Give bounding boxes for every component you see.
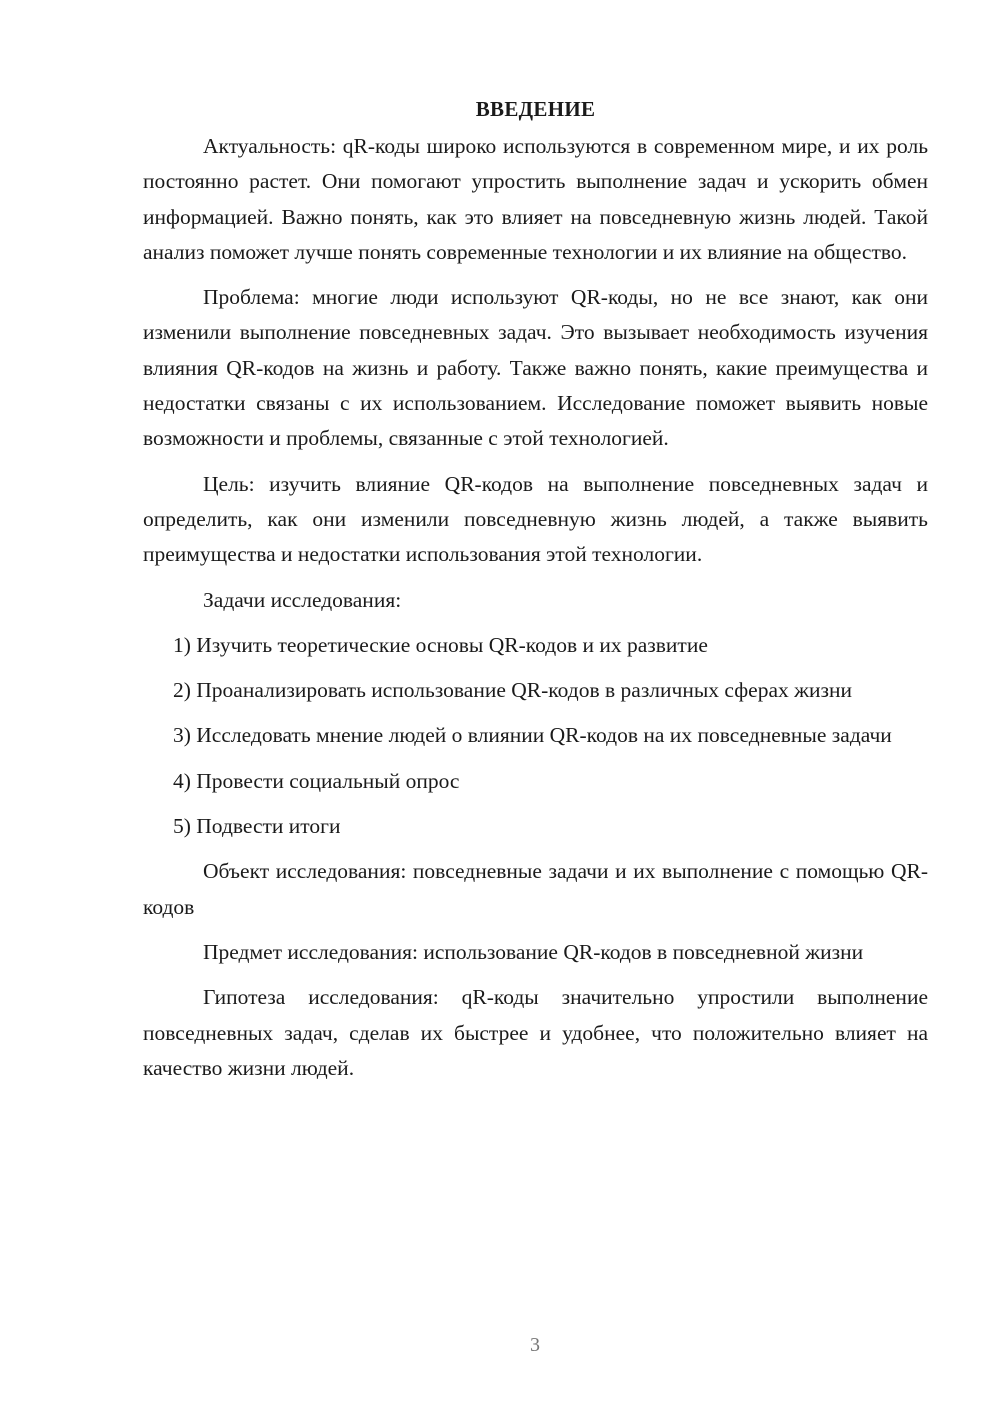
subject-paragraph: Предмет исследования: использование QR-кодов в повседневной жизни [203, 939, 864, 964]
tasks-heading: Задачи исследования: [203, 587, 402, 612]
object-paragraph: Объект исследования: повседневные задачи и их выполнение с помощью QR-кодов [143, 859, 928, 919]
task-item: 2) Проанализировать использование QR-кодов в различных сферах жизни [173, 678, 852, 703]
relevance-paragraph: Актуальность: qR-коды широко используются в современном мире, и их роль постоянно растет. Они помогают упростить выполнение задач и ускорить обмен информацией. Важно понять, как это влияет на повседневную жизнь людей. Такой анализ поможет лучше понять современные технологии и их влияние на общество. [143, 134, 928, 264]
task-item: 3) Исследовать мнение людей о влиянии QR-кодов на их повседневные задачи [173, 723, 892, 748]
document-page [143, 92, 928, 1096]
hypothesis-paragraph: Гипотеза исследования: qR-коды значительно упростили выполнение повседневных задач, сделав их быстрее и удобнее, что положительно влияет на качество жизни людей. [143, 985, 928, 1080]
task-item: 4) Провести социальный опрос [173, 768, 460, 793]
task-item: 5) Подвести итоги [173, 814, 341, 839]
page-number: 3 [530, 1334, 540, 1356]
goal-paragraph: Цель: изучить влияние QR-кодов на выполнение повседневных задач и определить, как они изменили повседневную жизнь людей, а также выявить преимущества и недостатки использования этой технологии. [143, 471, 928, 567]
problem-paragraph: Проблема: многие люди используют QR-коды, но не все знают, как они изменили выполнение повседневных задач. Это вызывает необходимость изучения влияния QR-кодов на жизнь и работу. Также важно понять, какие преимущества и недостатки связаны с их использованием. Исследование поможет выявить новые возможности и проблемы, связанные с этой технологией. [143, 285, 928, 451]
page-title: ВВЕДЕНИЕ [475, 97, 596, 121]
task-item: 1) Изучить теоретические основы QR-кодов и их развитие [173, 632, 708, 657]
